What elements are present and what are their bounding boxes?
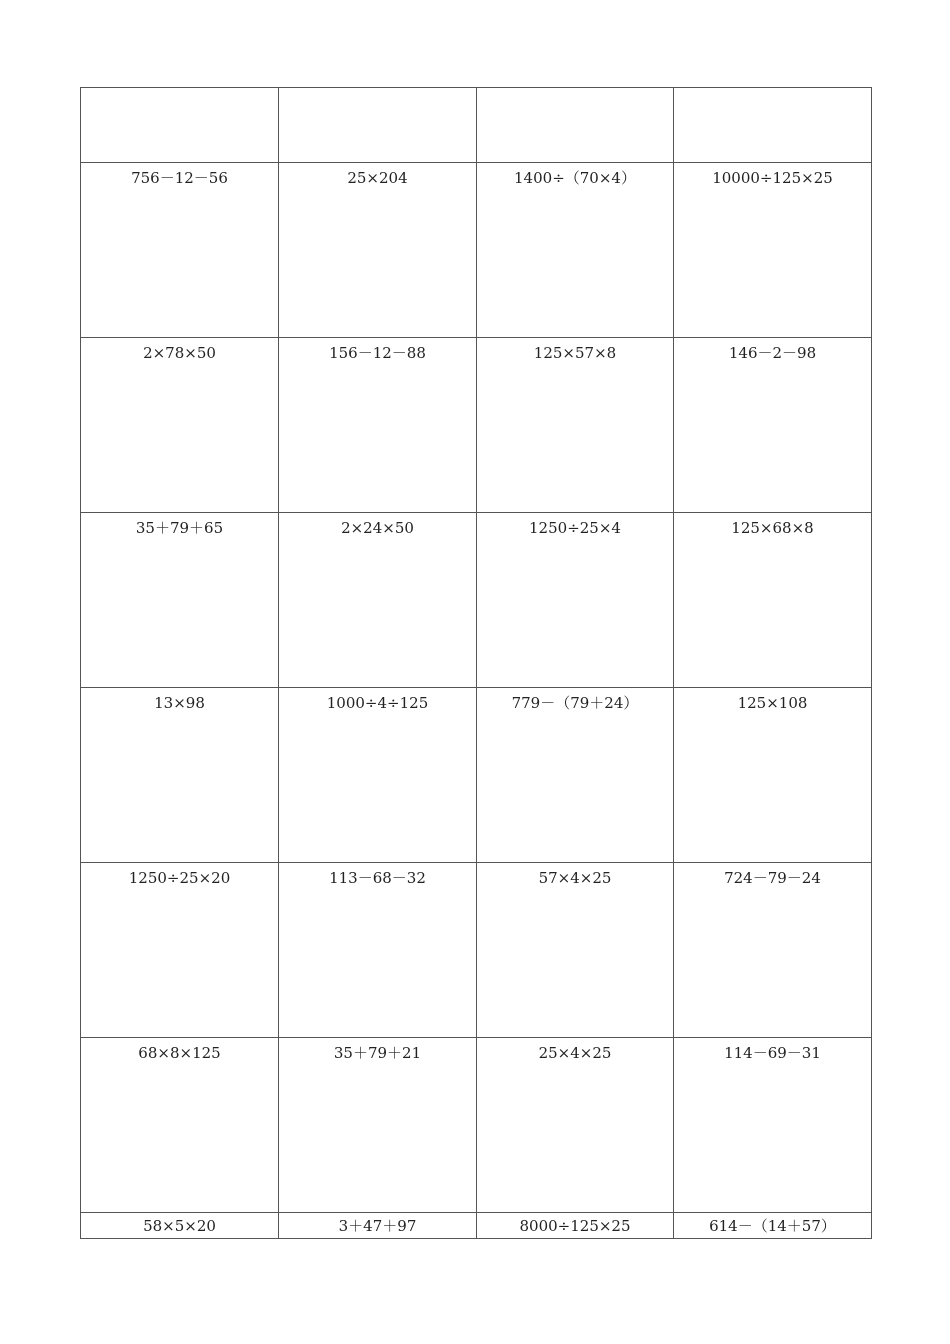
problem-cell bbox=[81, 513, 279, 688]
expression: 779－（79＋24） bbox=[511, 694, 639, 712]
problem-row bbox=[81, 338, 872, 513]
expression: 1250÷25×4 bbox=[529, 519, 621, 537]
problem-cell bbox=[674, 513, 872, 688]
problem-cell bbox=[279, 1213, 477, 1239]
blank-cell bbox=[477, 88, 674, 163]
expression: 125×57×8 bbox=[533, 344, 617, 362]
problem-cell bbox=[674, 688, 872, 863]
expression: 35＋79＋65 bbox=[135, 519, 224, 537]
expression: 756－12－56 bbox=[131, 169, 228, 187]
expression: 1000÷4÷125 bbox=[326, 694, 429, 712]
expression: 113－68－32 bbox=[329, 869, 426, 887]
expression: 25×204 bbox=[347, 169, 408, 187]
expression: 13×98 bbox=[154, 694, 205, 712]
problem-cell bbox=[674, 1038, 872, 1213]
problem-cell bbox=[81, 338, 279, 513]
blank-cell bbox=[279, 88, 477, 163]
problem-cell bbox=[279, 338, 477, 513]
expression: 1250÷25×20 bbox=[128, 869, 231, 887]
arithmetic-worksheet-table bbox=[80, 87, 872, 1239]
expression: 58×5×20 bbox=[143, 1217, 216, 1235]
problem-cell bbox=[279, 513, 477, 688]
problem-cell bbox=[279, 163, 477, 338]
problem-cell bbox=[279, 688, 477, 863]
problem-cell bbox=[477, 163, 674, 338]
expression: 68×8×125 bbox=[138, 1044, 221, 1062]
blank-header-row bbox=[81, 88, 872, 163]
expression: 25×4×25 bbox=[538, 1044, 612, 1062]
problem-cell bbox=[477, 338, 674, 513]
problem-cell bbox=[81, 1213, 279, 1239]
blank-cell bbox=[81, 88, 279, 163]
blank-cell bbox=[674, 88, 872, 163]
expression: 2×78×50 bbox=[143, 344, 216, 362]
problem-cell bbox=[81, 863, 279, 1038]
expression: 724－79－24 bbox=[724, 869, 821, 887]
expression: 35＋79＋21 bbox=[333, 1044, 422, 1062]
problem-cell bbox=[81, 1038, 279, 1213]
problem-row bbox=[81, 688, 872, 863]
expression: 57×4×25 bbox=[538, 869, 612, 887]
problem-cell bbox=[81, 688, 279, 863]
problem-cell bbox=[674, 163, 872, 338]
expression: 156－12－88 bbox=[329, 344, 426, 362]
expression: 3＋47＋97 bbox=[338, 1217, 417, 1235]
expression: 125×108 bbox=[737, 694, 808, 712]
expression: 114－69－31 bbox=[724, 1044, 821, 1062]
expression: 1400÷（70×4） bbox=[514, 169, 636, 187]
expression: 146－2－98 bbox=[728, 344, 817, 362]
expression: 125×68×8 bbox=[731, 519, 814, 537]
problem-cell bbox=[279, 1038, 477, 1213]
problem-cell bbox=[674, 863, 872, 1038]
problem-cell bbox=[477, 863, 674, 1038]
problem-cell bbox=[674, 1213, 872, 1239]
problem-row bbox=[81, 1213, 872, 1239]
problem-row bbox=[81, 513, 872, 688]
problem-row bbox=[81, 863, 872, 1038]
problem-cell bbox=[477, 1213, 674, 1239]
expression: 10000÷125×25 bbox=[712, 169, 833, 187]
problem-cell bbox=[81, 163, 279, 338]
problem-cell bbox=[477, 513, 674, 688]
expression: 2×24×50 bbox=[341, 519, 414, 537]
problem-cell bbox=[477, 688, 674, 863]
problem-cell bbox=[279, 863, 477, 1038]
expression: 8000÷125×25 bbox=[519, 1217, 631, 1235]
problem-cell bbox=[477, 1038, 674, 1213]
expression: 614－（14＋57） bbox=[709, 1217, 836, 1235]
problem-row bbox=[81, 163, 872, 338]
problem-row bbox=[81, 1038, 872, 1213]
problem-cell bbox=[674, 338, 872, 513]
